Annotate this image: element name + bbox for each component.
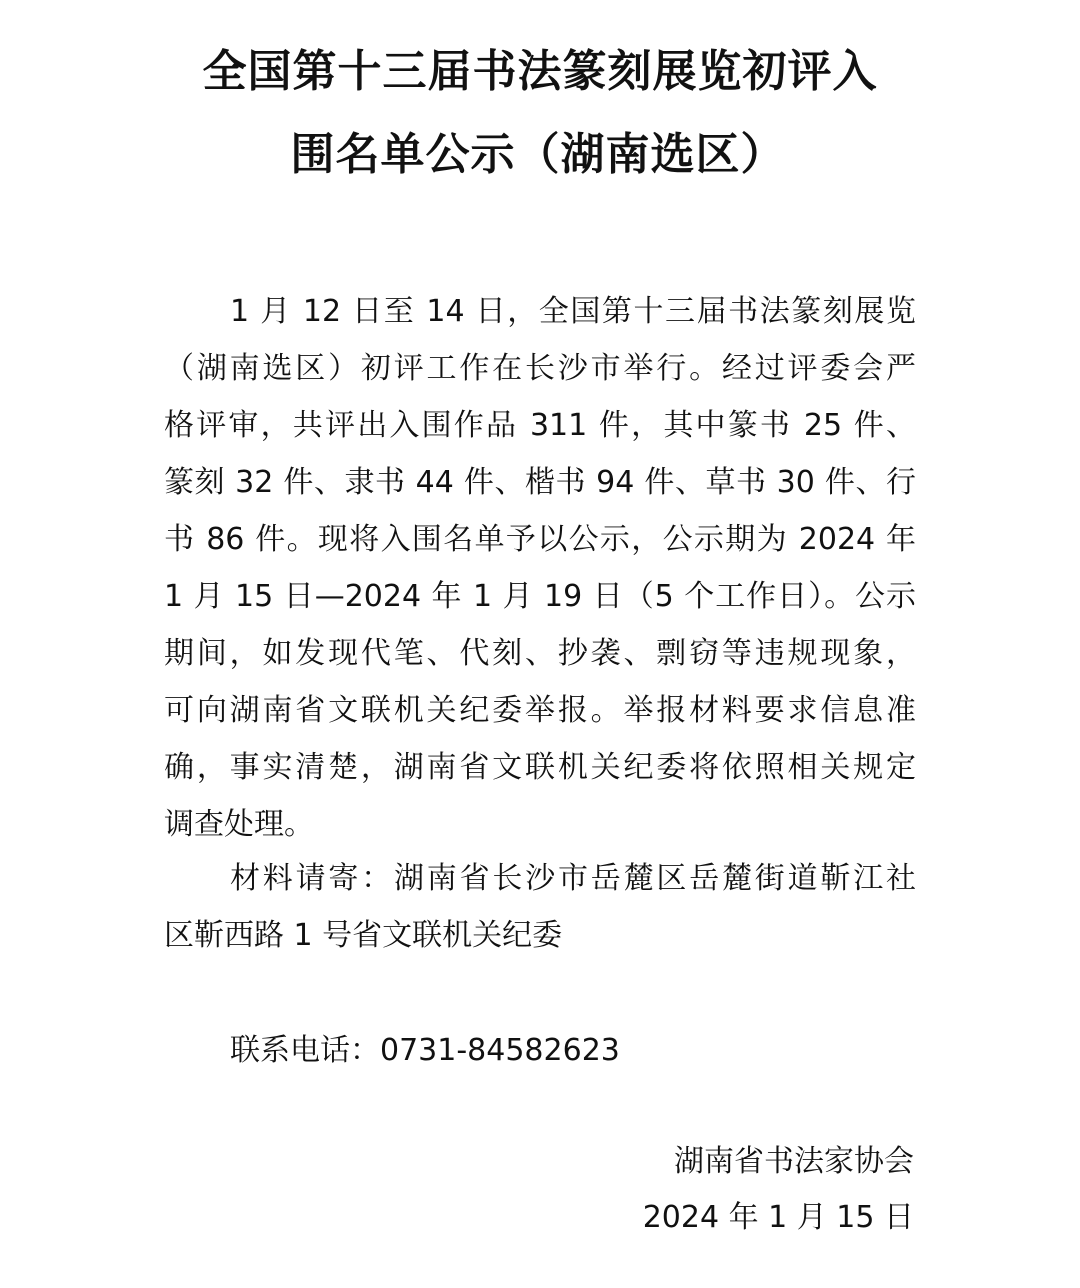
paragraph-1-line: 格评审，共评出入围作品 311 件，其中篆书 25 件、 [164, 408, 916, 443]
signature-organization: 湖南省书法家协会 [674, 1144, 914, 1179]
paragraph-1-line: 可向湖南省文联机关纪委举报。举报材料要求信息准 [164, 693, 916, 728]
paragraph-1-line: 1 月 12 日至 14 日，全国第十三届书法篆刻展览 [230, 294, 916, 329]
paragraph-1-line: （湖南选区）初评工作在长沙市举行。经过评委会严 [164, 351, 916, 386]
paragraph-1-line: 1 月 15 日—2024 年 1 月 19 日（5 个工作日）。公示 [164, 579, 916, 614]
paragraph-1-line: 书 86 件。现将入围名单予以公示，公示期为 2024 年 [164, 522, 916, 557]
paragraph-1-line: 确，事实清楚，湖南省文联机关纪委将依照相关规定 [164, 750, 916, 785]
contact-phone: 联系电话：0731-84582623 [230, 1033, 620, 1068]
address-line: 材料请寄：湖南省长沙市岳麓区岳麓街道靳江社 [230, 861, 916, 896]
title-line-2: 围名单公示（湖南选区） [290, 129, 786, 180]
address-line: 区靳西路 1 号省文联机关纪委 [164, 918, 563, 953]
paragraph-1-line: 篆刻 32 件、隶书 44 件、楷书 94 件、草书 30 件、行 [164, 465, 916, 500]
signature-date: 2024 年 1 月 15 日 [642, 1200, 914, 1235]
title-line-1: 全国第十三届书法篆刻展览初评入 [202, 46, 878, 97]
paragraph-1-line: 期间，如发现代笔、代刻、抄袭、剽窃等违规现象， [164, 636, 916, 671]
paragraph-1-line: 调查处理。 [164, 807, 314, 842]
